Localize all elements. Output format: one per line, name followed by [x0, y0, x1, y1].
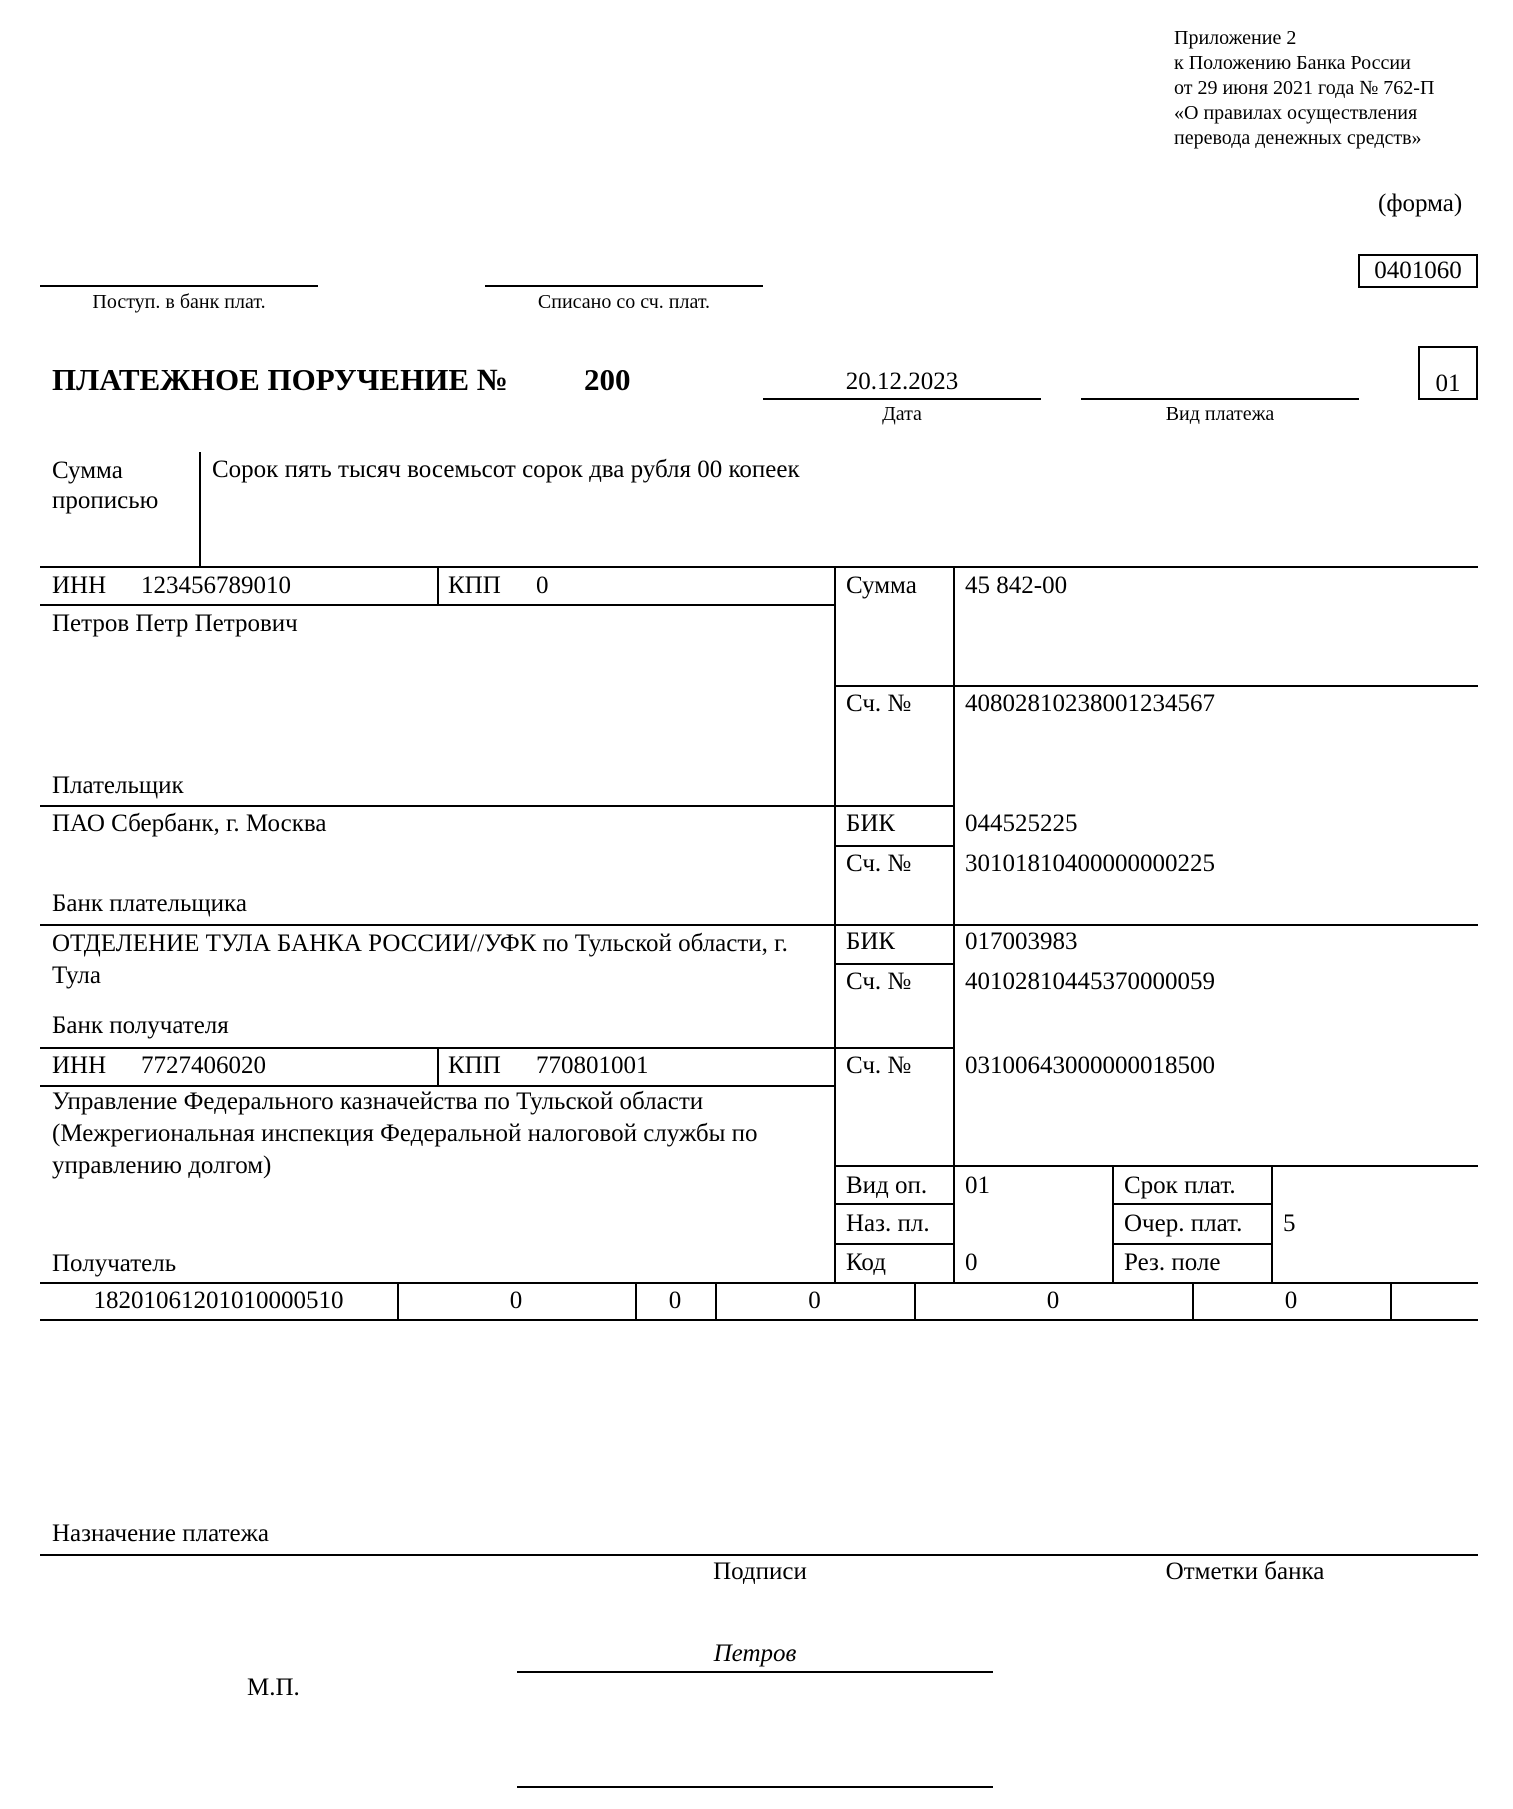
grid-line	[40, 1319, 1478, 1321]
payer-inn: 123456789010	[141, 572, 291, 599]
payee-bank-name: ОТДЕЛЕНИЕ ТУЛА БАНКА РОССИИ//УФК по Тульской области, г. Тула	[52, 930, 788, 989]
purpose-code-label: Наз. пл.	[846, 1210, 930, 1237]
form-code: 0401060	[1358, 254, 1478, 288]
payer-bank-account: 30101810400000000225	[965, 850, 1215, 877]
payment-type-line	[1081, 398, 1359, 400]
date-label: Дата	[882, 403, 922, 425]
status-code: 01	[1418, 346, 1478, 400]
tax-field: 0	[668, 1287, 682, 1314]
grid-line	[1112, 1165, 1114, 1282]
payee-kpp-label: КПП	[448, 1052, 501, 1079]
appendix-line: «О правилах осуществления	[1174, 102, 1418, 124]
grid-line	[40, 566, 1478, 568]
appendix-line: от 29 июня 2021 года № 762-П	[1174, 77, 1435, 99]
payer-bank-name: ПАО Сбербанк, г. Москва	[52, 810, 327, 837]
op-type: 01	[965, 1172, 990, 1199]
grid-line	[834, 1203, 954, 1205]
received-label: Поступ. в банк плат.	[92, 291, 266, 313]
grid-line	[40, 805, 954, 807]
payer-kpp-label: КПП	[448, 572, 501, 599]
grid-line	[40, 1047, 954, 1049]
amount-words-label	[52, 456, 158, 516]
document-title: ПЛАТЕЖНОЕ ПОРУЧЕНИЕ №	[52, 362, 508, 397]
amount-words-divider	[199, 452, 201, 566]
payer-bank-account-label: Сч. №	[846, 850, 912, 877]
payee-account: 03100643000000018500	[965, 1052, 1215, 1079]
grid-line	[834, 1165, 1478, 1167]
priority-value: 5	[1283, 1210, 1296, 1237]
payee-label: Получатель	[52, 1250, 177, 1277]
tax-field: 18201061201010000510	[93, 1287, 344, 1314]
tax-field: 0	[1284, 1287, 1298, 1314]
payee-bank-label: Банк получателя	[52, 1012, 229, 1039]
tax-field: 0	[1046, 1287, 1060, 1314]
payee-kpp: 770801001	[536, 1052, 649, 1079]
grid-line	[437, 566, 439, 605]
grid-line	[40, 1282, 1478, 1284]
priority-label: Очер. плат.	[1124, 1210, 1243, 1237]
appendix-line: к Положению Банка России	[1174, 52, 1411, 74]
payee-bank-bik: 017003983	[965, 928, 1078, 955]
bank-marks-label: Отметки банка	[1165, 1558, 1325, 1585]
sum-value: 45 842-00	[965, 572, 1068, 599]
payee-bank-bik-label: БИК	[846, 928, 896, 955]
code-label: Код	[846, 1249, 886, 1276]
grid-line	[1390, 1282, 1392, 1320]
date-value: 20.12.2023	[845, 368, 959, 395]
signature-line	[517, 1671, 993, 1673]
signature-line-second	[517, 1786, 993, 1788]
appendix-line: перевода денежных средств»	[1174, 127, 1422, 149]
purpose-label: Назначение платежа	[52, 1520, 269, 1547]
payment-type-label: Вид платежа	[1165, 403, 1275, 425]
payer-label: Плательщик	[52, 772, 184, 799]
form-label: (форма)	[1378, 190, 1463, 217]
payer-account: 40802810238001234567	[965, 690, 1215, 717]
received-line	[40, 285, 318, 287]
payee-account-label: Сч. №	[846, 1052, 912, 1079]
payer-kpp: 0	[536, 572, 549, 599]
document-number: 200	[584, 362, 631, 397]
grid-line	[1112, 1243, 1272, 1245]
grid-line	[834, 963, 954, 965]
date-line	[763, 398, 1041, 400]
tax-field: 0	[509, 1287, 523, 1314]
payee-bank-account: 40102810445370000059	[965, 968, 1215, 995]
due-label: Срок плат.	[1124, 1172, 1236, 1199]
grid-line	[40, 1554, 1478, 1556]
grid-line	[40, 604, 834, 606]
grid-line	[40, 924, 1478, 926]
payer-inn-label: ИНН	[52, 572, 107, 599]
reserve-label: Рез. поле	[1124, 1249, 1221, 1276]
tax-field: 0	[808, 1287, 821, 1314]
payer-bank-bik-label: БИК	[846, 810, 896, 837]
payee-inn: 7727406020	[141, 1052, 266, 1079]
stamp-label: М.П.	[247, 1674, 300, 1701]
payee-inn-label: ИНН	[52, 1052, 107, 1079]
amount-words-label-line: Сумма	[52, 457, 123, 484]
grid-line	[834, 845, 954, 847]
grid-line	[834, 1243, 954, 1245]
signatures-label: Подписи	[713, 1558, 807, 1585]
sum-label: Сумма	[846, 572, 917, 599]
amount-words: Сорок пять тысяч восемьсот сорок два рубля 00 копеек	[212, 456, 800, 483]
debited-label: Списано со сч. плат.	[537, 291, 711, 313]
appendix-line: Приложение 2	[1174, 27, 1297, 49]
payer-bank-bik: 044525225	[965, 810, 1078, 837]
code-value: 0	[965, 1249, 978, 1276]
payee-name: Управление Федерального казначейства по Тульской области (Межрегиональная инспекция Федеральной налоговой службы по управлению долгом)	[52, 1088, 758, 1179]
appendix-note	[1174, 26, 1434, 151]
payee-bank-account-label: Сч. №	[846, 968, 912, 995]
amount-words-label-line: прописью	[52, 487, 159, 514]
payer-name: Петров Петр Петрович	[52, 610, 298, 637]
debited-line	[485, 285, 763, 287]
payer-bank-label: Банк плательщика	[52, 890, 247, 917]
grid-line	[437, 1047, 439, 1085]
op-type-label: Вид оп.	[846, 1172, 928, 1199]
payer-account-label: Сч. №	[846, 690, 912, 717]
grid-line	[1112, 1203, 1272, 1205]
grid-line	[834, 685, 1478, 687]
grid-line	[1271, 1165, 1273, 1282]
signature: Петров	[713, 1640, 797, 1667]
